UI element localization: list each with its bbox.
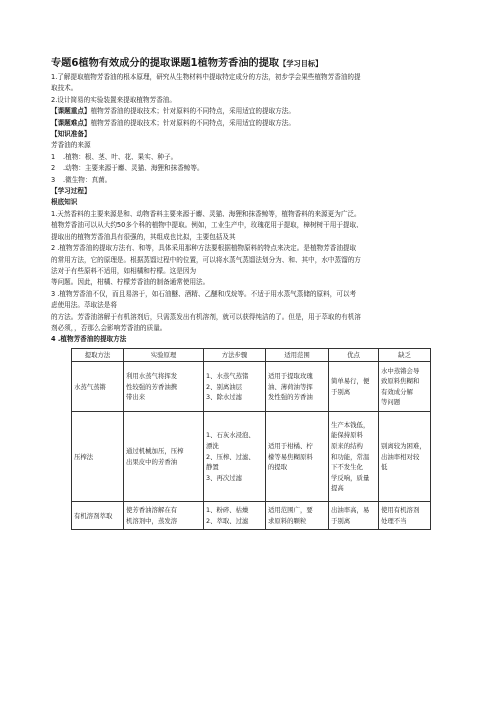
steps-cell: [204, 502, 266, 530]
difficulty-text: 植物芳香油的提取技术；针对原料的不同特点，采用适宜的提取方法。: [90, 118, 295, 127]
cell-line: 漂洗: [206, 441, 219, 450]
cell-line: 2、别离油层: [206, 382, 243, 391]
cell-line: 简单易行，便: [331, 377, 370, 386]
process-subheading: 根底知识: [51, 198, 78, 207]
process-body: [51, 209, 449, 346]
scope-cell: [266, 502, 329, 530]
cell-line: 求原料的颗粒: [268, 516, 307, 525]
scope-cell: [266, 362, 329, 412]
cell-line: 3、除水过滤: [206, 393, 243, 402]
process-line: 虑使用法。萃取法是将: [51, 301, 117, 310]
cell-line: 利用水蒸气将挥发: [126, 371, 178, 380]
process-line: 植物芳香油可以从大约50多个科的植物中提取。例如，工业生产中，玫瑰花用于提取，樟树树干用于提取、: [51, 221, 363, 230]
col-header: 提取方法: [72, 348, 124, 362]
prep-item: [51, 163, 449, 174]
cell-line: 静置: [206, 463, 219, 472]
key-point-text: 植物芳香油的提取技术；针对原料的不同特点，采用适宜的提取方法。: [90, 107, 295, 116]
steps-cell: [204, 412, 266, 502]
col-header: 缺乏: [379, 348, 431, 362]
scope-cell: [266, 412, 329, 502]
prep-item-num: 2: [51, 164, 56, 173]
pros-cell: [329, 412, 379, 502]
cell-line: 有效成分解: [381, 387, 413, 396]
cell-line: 和功能，常温: [331, 452, 370, 461]
cell-line: 有机溶剂萃取: [74, 511, 113, 520]
title-tag: 【学习目标】: [279, 59, 323, 68]
cell-line: 2、萃取、过滤: [206, 516, 249, 525]
table-row: [72, 362, 431, 412]
cell-line: 处理不当: [381, 516, 407, 525]
cell-line: 于别离: [331, 387, 351, 396]
process-heading: 【学习过程】: [51, 187, 91, 196]
cell-line: 使芳香油溶解在有: [126, 506, 178, 515]
table-header-row: [72, 348, 431, 362]
col-header: 方法步骤: [204, 348, 266, 362]
process-line: 的方法。芳香油溶解于有机溶剂后，只需蒸发出有机溶剂，就可以获得纯洁的了。但是，用于萃取的有机溶: [51, 312, 361, 321]
prep-item-text: .微生物：真菌。: [63, 175, 112, 184]
col-header: 适用范围: [266, 348, 329, 362]
method-cell: [72, 502, 124, 530]
cell-line: 使用有机溶剂: [381, 506, 420, 515]
process-line: 1.天然香料的主要来源是和、动物香料主要来源于麝、灵猫、海狸和抹香鲸等，植物香料的来源更为广泛。: [51, 209, 361, 218]
cell-line: 的提取: [268, 463, 288, 472]
cell-line: 出果皮中的芳香油: [126, 457, 178, 466]
steps-cell: [204, 362, 266, 412]
cell-line: 生产本钱低，: [331, 420, 370, 429]
cell-line: 2、压榨、过滤、: [206, 452, 255, 461]
cell-line: 1、石灰水浸泡、: [206, 431, 255, 440]
objective-line: 1.了解提取植物芳香油的根本原理，研究从生物材料中提取特定成分的方法，初步学会果些植物芳香油的提: [51, 73, 361, 81]
prep-item-text: .植物：根、茎、叶、花、果实、种子。: [63, 152, 178, 161]
cons-cell: [379, 362, 431, 412]
key-point: [51, 106, 449, 117]
objective-line: 取技术。: [51, 84, 78, 93]
cell-line: 等问题: [381, 398, 401, 407]
cell-line: 能保持原料: [331, 431, 363, 440]
page-title: [51, 57, 449, 70]
prep-heading: 【知识准备】: [51, 130, 91, 139]
cell-line: 低: [381, 463, 388, 472]
cell-line: 适用范围广，要: [268, 506, 313, 515]
cell-line: 学反响，质量: [331, 473, 370, 482]
process-line: 3 .植物芳香油不仅，而且易溶于，如石油醚、酒精、乙醚和戊烷等。不适于用水蒸气蒸储的原料，可以考: [51, 289, 357, 298]
cell-line: 提高: [331, 484, 344, 493]
cell-line: 于别离: [331, 516, 351, 525]
col-header: 优点: [329, 348, 379, 362]
cell-line: 3、再次过滤: [206, 473, 243, 482]
cell-line: 别离较为困难，: [381, 441, 426, 450]
cell-line: 通过机械加压，压榨: [126, 447, 184, 456]
cell-line: 水中蒸锵会导: [381, 366, 420, 375]
process-line: 提取出的植物芳香油具有很强的，其组成也比拟，主要包括及其: [51, 232, 236, 241]
difficulty: [51, 118, 449, 129]
cell-line: 适用于柑橘、柠: [268, 441, 313, 450]
cell-line: 1、粉碎、枯燥: [206, 506, 249, 515]
cell-line: 机溶剂中，蒸发溶: [126, 516, 178, 525]
col-header: 实验原理: [124, 348, 204, 362]
cell-line: 油、薄荷油等挥: [268, 382, 313, 391]
objectives: [51, 72, 449, 106]
method-cell: 压榨法: [72, 412, 124, 502]
prep-item-text: .动物：主要来源于麝、灵猫、海狸和抹香鲸等。: [63, 164, 204, 173]
cell-line: 下不发生化: [331, 463, 363, 472]
cell-line: 原来的结构: [331, 441, 363, 450]
cons-cell: [379, 502, 431, 530]
process-line: 2 .植物芳香油的提取方法有、和等，具体采用那种方法要根据植物原料的特点来决定。是植物芳香油提取: [51, 244, 357, 253]
cell-line: 带出来: [126, 393, 146, 402]
difficulty-label: 【课题难点】: [51, 118, 91, 127]
objective-line: 2.设计简易的实验装置来提取植物芳香油。: [51, 95, 176, 104]
principle-cell: [124, 362, 204, 412]
prep-item: [51, 152, 449, 163]
cell-line: 适用于提取玫瑰: [268, 371, 313, 380]
cell-line: 1、水蒸气蒸锗: [206, 371, 249, 380]
cell-line: 发性强的芳香油: [268, 393, 313, 402]
table-row: [72, 502, 431, 530]
process-line: 剂必须，，否那么会影响芳香油的质量。: [51, 323, 167, 332]
table-caption: 4 .植物芳香油的提取方法: [51, 335, 127, 344]
prep-item-num: 1: [51, 152, 56, 161]
prep-item: [51, 175, 449, 186]
prep-item-num: 3: [51, 175, 56, 184]
cons-cell: [379, 412, 431, 502]
cell-line: 致原料焦糊和: [381, 377, 420, 386]
process-line: 的常用方法，它的原理是。根据蒸馏过程中的位置，可以将水蒸气蒸馏法划分为、和、其中，水中蒸馏的方: [51, 255, 361, 264]
principle-cell: [124, 502, 204, 530]
pros-cell: [329, 362, 379, 412]
prep-subheading: 芳香油的来源: [51, 141, 91, 150]
key-point-label: 【课题重点】: [51, 107, 91, 116]
pros-cell: [329, 502, 379, 530]
cell-line: 出油率相对较: [381, 452, 420, 461]
cell-line: 出油率高，易: [331, 506, 370, 515]
process-line: 等问题。因此，柑橘、柠檬芳香油的制备通常使用法。: [51, 278, 210, 287]
cell-line: 檬等易焦糊原料: [268, 452, 313, 461]
title-main: 专题6植物有效成分的提取课题1植物芳香油的提取: [51, 58, 280, 69]
cell-line: 性较强的芳香油携: [126, 382, 178, 391]
extraction-methods-table: [71, 348, 431, 531]
method-cell: 水蒸气蒸锵: [72, 362, 124, 412]
table-row: [72, 412, 431, 502]
document-content: [51, 57, 449, 530]
principle-cell: [124, 412, 204, 502]
process-line: 法对于有些原料不适用，如相橘和柠檬。这是因为: [51, 266, 197, 275]
